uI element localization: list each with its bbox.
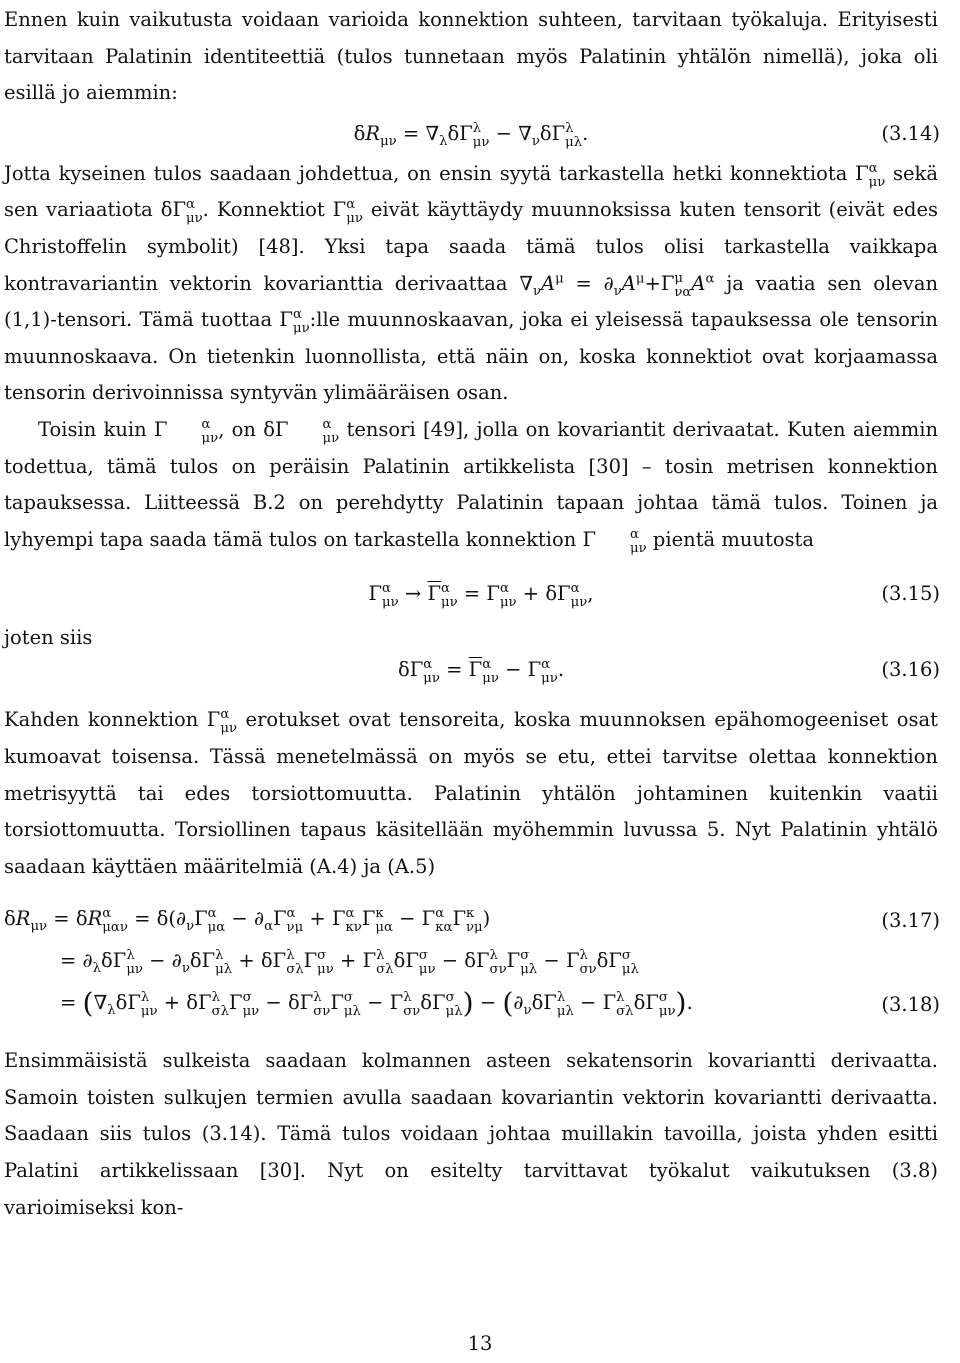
equation-number: (3.18) bbox=[881, 993, 940, 1017]
paragraph-joten: joten siis bbox=[4, 626, 93, 650]
equation-number: (3.14) bbox=[881, 121, 940, 145]
equation-3-16-body: δΓ α μν = $\overline{\Gamma}$ α μν − Γ α μν . bbox=[397, 657, 565, 687]
paragraph-text: eivät käyttäydy muunnoksissa kuten tensorit (eivät edes Christoffelin symbolit) [48]. Yksi tapa saada tämä tulos olisi tarkastella vaikkapa kontravariantin vektorin kovarianttia derivaattaa bbox=[4, 198, 939, 295]
paragraph-conclusion: Ensimmäisistä sulkeista saadaan kolmannen asteen sekatensorin kovariantti derivaatta. Samoin toisten sulkujen termien avulla saadaan kovariantin vektorin kovariantti derivaatta. Saadaan siis tulos (3.14). Tämä tulos voidaan johtaa muillakin tavoilla, joista yhden esitti Palatini artikkelissaan [30]. Nyt on esitelty tarvittavat työkalut vaikutuksen (3.8) varioimiseksi kon- bbox=[4, 1049, 938, 1219]
paragraph-tensor: Toisin kuin Γ α μν , on δΓ α μν tensori [49], jolla on kovariantit derivaatat. Kuten aiemmin todettua, tämä tulos on peräisin Palatinin artikkelista [30] – tosin metrisen konnektion tapauksessa. Liitteessä B.2 on perehdytty Palatinin tapaan johtaa tämä tulos. Toinen ja lyhyempi tapa saada tämä tulos on tarkastella konnektion Γ α μν pientä muutosta bbox=[4, 416, 939, 556]
equation-3-18: = ($\nabla_\lambda\delta\Gamma$ λ μν + δΓ λ σλ Γ σ μν − δΓ λ σν Γ σ μλ − Γ λ σν δΓ σ μλ ) − ($\partial_\nu\delta\Gamma$ λ μλ − Γ λ σλ δΓ σ μν ). (3.18) bbox=[4, 985, 938, 1027]
equation-number: (3.16) bbox=[881, 658, 940, 682]
equation-number: (3.17) bbox=[881, 909, 940, 933]
equation-3-15 bbox=[4, 572, 938, 628]
paragraph-connection: Jotta kyseinen tulos saadaan johdettua, on ensin syytä tarkastella hetki konnektiota Γ α μν sekä sen variaatiota δΓ α μν . Konnektiot Γ α μν eivät käyttäydy muunnoksissa kuten tensorit (eivät edes Christoffelin symbolit) [48]. Yksi tapa saada tämä tulos olisi tarkastella vaikkapa kontravariantin vektorin kovarianttia derivaattaa $\nabla_\nu A^\mu = \partial_\nu A^\mu+\Gamma$ μ να $A^\alpha$ ja vaatia sen olevan (1,1)-tensori. Tämä tuottaa Γ α μν :lle muunnoskaavan, joka ei yleisessä tapauksessa ole tensorin muunnoskaava. On tietenkin luonnollista, että näin on, koska konnektiot ovat korjaamassa tensorin derivoinnissa syntyvän ylimääräisen osan. bbox=[4, 160, 939, 405]
document-page bbox=[4, 0, 938, 1226]
equation-3-14 bbox=[4, 112, 938, 156]
equation-3-16 bbox=[4, 628, 938, 698]
paragraph-text: erotukset ovat tensoreita, koska muunnoksen epähomogeeniset osat kumoavat toisensa. Tässä menetelmässä on myös se etu, ettei tarvitse olettaa konnektion metrisyyttä tai edes torsiottomuutta. Palatinin yhtälön johtaminen kuitenkin vaatii torsiottomuutta. Torsiollinen tapaus käsitellään myöhemmin luvussa 5. Nyt Palatinin yhtälö saadaan käyttäen määritelmiä (A.4) ja (A.5) bbox=[4, 708, 939, 878]
paragraph-text: tensori [49], jolla on kovariantit derivaatat. Kuten aiemmin todettua, tämä tulos on peräisin Palatinin artikkelista [30] – tosin metrisen konnektion tapauksessa. Liitteessä B.2 on perehdytty Palatinin tapaan johtaa tämä tulos. Toinen ja lyhyempi tapa saada tämä tulos on tarkastella konnektion bbox=[4, 417, 939, 551]
paragraph-text: . Konnektiot bbox=[202, 198, 325, 222]
paragraph-text: :lle muunnoskaavan, joka ei yleisessä tapauksessa ole tensorin muunnoskaava. On tietenkin luonnollista, että näin on, koska konnektiot ovat korjaamassa tensorin derivoinnissa syntyvän ylimääräisen osan. bbox=[4, 308, 938, 405]
paragraph-difference: Kahden konnektion Γ α μν erotukset ovat tensoreita, koska muunnoksen epähomogeeniset osat kumoavat toisensa. Tässä menetelmässä on myös se etu, ettei tarvitse olettaa konnektion metrisyyttä tai edes torsiottomuutta. Palatinin yhtälön johtaminen kuitenkin vaatii torsiottomuutta. Torsiollinen tapaus käsitellään myöhemmin luvussa 5. Nyt Palatinin yhtälö saadaan käyttäen määritelmiä (A.4) ja (A.5) bbox=[4, 707, 939, 878]
paragraph-text: sekä sen variaatiota bbox=[4, 161, 938, 222]
paragraph-intro: Ennen kuin vaikutusta voidaan varioida konnektion suhteen, tarvitaan työkaluja. Erityisesti tarvitaan Palatinin identiteettiä (tulos tunnetaan myös Palatinin yhtälön nimellä), joka oli esillä jo aiemmin: bbox=[4, 8, 938, 105]
paragraph-text: pientä muutosta bbox=[652, 527, 815, 551]
paragraph-text: Toisin kuin bbox=[38, 417, 147, 441]
paragraph-text: Jotta kyseinen tulos saadaan johdettua, on ensin syytä tarkastella hetki konnektiota bbox=[4, 161, 848, 185]
equation-3-17: $\delta R_{\mu\nu} = \delta R$ α μαν = $\delta(\partial_\nu\Gamma$ α μα − $\partial_\alpha\Gamma$ α νμ + Γ α κν Γ κ μα − Γ α κα Γ κ νμ ) (3.17) bbox=[4, 901, 938, 943]
equation-line-2: = $\partial_\lambda\delta\Gamma$ λ μν − $\partial_\nu\delta\Gamma$ λ μλ + δΓ λ σλ Γ σ μν + Γ λ σλ δΓ σ μν − δΓ λ σν Γ σ μλ − Γ λ σν δΓ σ μλ bbox=[60, 948, 639, 978]
paragraph-text: Kahden konnektion bbox=[4, 708, 199, 732]
page-number: 13 bbox=[467, 1332, 493, 1355]
paragraph-text: ja vaatia sen olevan (1,1)-tensori. Tämä tuottaa bbox=[4, 271, 939, 332]
equation-block-3-17-3-18 bbox=[4, 901, 938, 1027]
equation-3-14-body: $\delta R_{\mu\nu} = \nabla_\lambda\delta\Gamma$ λ μν − $\nabla_\nu\delta\Gamma$ λ μλ . bbox=[353, 120, 589, 150]
equation-3-15-body: Γ α μν → $\overline{\Gamma}$ α μν = Γ α μν + δΓ α μν , bbox=[368, 581, 594, 611]
paragraph-text: , on bbox=[218, 417, 256, 441]
equation-number: (3.15) bbox=[881, 582, 940, 606]
